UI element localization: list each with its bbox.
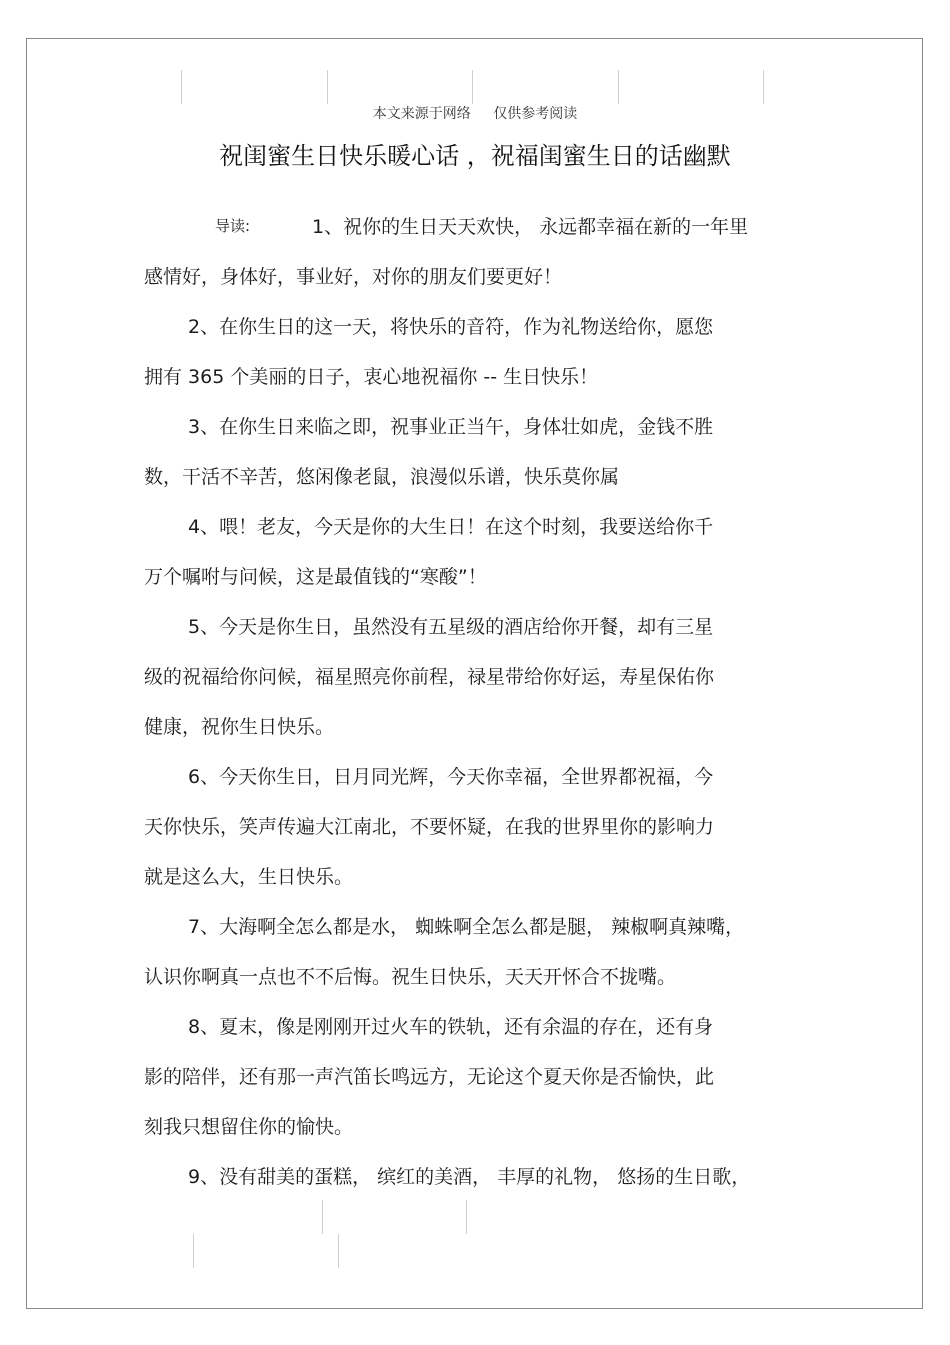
text-line: 认识你啊真一点也不不后悔。祝生日快乐，天天开怀合不拢嘴。 [144,966,677,988]
decor-tick [181,70,182,104]
text-line: 级的祝福给你问候，福星照亮你前程，禄星带给你好运，寿星保佑你 [144,666,715,688]
text-line: 6、今天你生日，日月同光辉，今天你幸福，全世界都祝福，今 [188,766,714,788]
text-line: 7、大海啊全怎么都是水， 蜘蛛啊全怎么都是腿， 辣椒啊真辣嘴， [188,916,745,938]
text-line: 刻我只想留住你的愉快。 [144,1116,354,1138]
text-line: 天你快乐，笑声传遍大江南北，不要怀疑，在我的世界里你的影响力 [144,816,715,838]
text-line: 1、祝你的生日天天欢快， 永远都幸福在新的一年里 [312,216,749,238]
decor-tick [322,1200,323,1234]
text-line: 2、在你生日的这一天，将快乐的音符，作为礼物送给你，愿您 [188,316,714,338]
text-line: 万个嘱咐与问候，这是最值钱的“寒酸”！ [144,566,487,588]
text-line: 8、夏末，像是刚刚开过火车的铁轨，还有余温的存在，还有身 [188,1016,714,1038]
decor-tick [338,1234,339,1268]
text-line: 5、今天是你生日，虽然没有五星级的酒店给你开餐，却有三星 [188,616,714,638]
text-line: 影的陪伴，还有那一声汽笛长鸣远方，无论这个夏天你是否愉快，此 [144,1066,715,1088]
text-line: 就是这么大，生日快乐。 [144,866,354,888]
decor-tick [763,70,764,104]
text-line: 9、没有甜美的蛋糕， 缤红的美酒， 丰厚的礼物， 悠扬的生日歌， [188,1166,751,1188]
decor-tick [327,70,328,104]
text-line: 感情好，身体好，事业好，对你的朋友们要更好！ [144,266,563,288]
decor-tick [193,1234,194,1268]
decor-tick [466,1200,467,1234]
text-line: 拥有 365 个美丽的日子，衷心地祝福你 -- 生日快乐！ [144,366,599,388]
text-line: 健康，祝你生日快乐。 [144,716,335,738]
text-line: 4、喂！老友，今天是你的大生日！在这个时刻，我要送给你千 [188,516,714,538]
header-note: 本文来源于网络 仅供参考阅读 [372,106,578,122]
text-line: 3、在你生日来临之即，祝事业正当午，身体壮如虎，金钱不胜 [188,416,714,438]
decor-tick [472,70,473,104]
intro-label: 导读: [215,217,251,235]
text-line: 数，干活不辛苦，悠闲像老鼠，浪漫似乐谱，快乐莫你属 [144,466,620,488]
decor-tick [618,70,619,104]
page-title: 祝闺蜜生日快乐暖心话 ，祝福闺蜜生日的话幽默 [219,142,731,170]
